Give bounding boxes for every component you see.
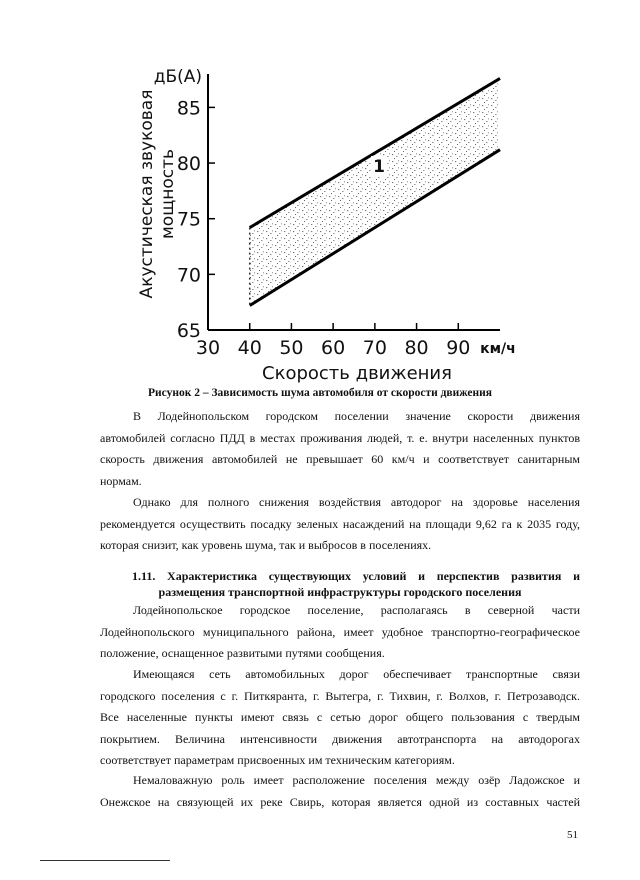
noise-speed-figure bbox=[130, 62, 516, 384]
band-label: 1 bbox=[373, 156, 385, 177]
paragraph-line: рекомендуется осуществить посадку зеленых насаждений на площади 9,62 га к 2035 году, bbox=[100, 516, 580, 531]
paragraph-line: Однако для полного снижения воздействия автодорог на здоровье населения bbox=[133, 495, 580, 509]
x-tick-label: 30 bbox=[195, 337, 221, 359]
paragraph-river-svir bbox=[100, 770, 580, 813]
paragraph-green-planting bbox=[100, 492, 580, 557]
paragraph-line: автомобилей согласно ПДД в местах проживания людей, т. е. внутри населенных пунктов bbox=[100, 430, 580, 445]
paragraph-line: Все населенные пункты имеют связь с сетью дорог общего пользования с твердым bbox=[100, 710, 580, 724]
paragraph-line: Лодейнопольское городское поселение, располагаясь в северной части bbox=[133, 603, 580, 617]
y-tick-label: 65 bbox=[176, 320, 201, 342]
paragraph-line: городского поселения с г. Питкяранта, г. Вытегра, г. Тихвин, г. Волхов, г. Петрозаводск. bbox=[100, 688, 580, 703]
y-tick-label: 70 bbox=[176, 264, 201, 287]
x-tick-label: 40 bbox=[237, 337, 262, 359]
paragraph-road-network bbox=[100, 664, 580, 772]
heading-line: 1.11. Характеристика существующих условий и перспектив развития и bbox=[132, 569, 580, 583]
section-heading bbox=[100, 568, 580, 600]
y-tick-label: 80 bbox=[176, 153, 201, 176]
y-tick-label: 75 bbox=[176, 208, 201, 231]
paragraph-line: нормам. bbox=[100, 473, 142, 488]
y-axis-title-line: мощность bbox=[158, 148, 178, 240]
x-tick-label: 80 bbox=[404, 337, 429, 359]
paragraph-line: покрытием. Величина интенсивности движения автотранспорта на автодорогах bbox=[100, 731, 580, 746]
paragraph-speed-limit bbox=[100, 406, 580, 492]
noise-band-fill bbox=[250, 78, 500, 305]
paragraph-line: Имеющаяся сеть автомобильных дорог обеспечивает транспортные связи bbox=[133, 667, 580, 681]
footnote-rule bbox=[40, 860, 170, 861]
x-unit-label: км/ч bbox=[480, 341, 516, 357]
paragraph-line: Онежское на связующей их реке Свирь, которая является одной из составных частей bbox=[100, 794, 580, 809]
x-tick-label: 90 bbox=[446, 337, 471, 359]
heading-line: размещения транспортной инфраструктуры городского поселения bbox=[158, 585, 522, 599]
y-tick-label: 85 bbox=[176, 97, 201, 120]
paragraph-location bbox=[100, 600, 580, 665]
paragraph-line: скорость движения автомобилей не превышает 60 км/ч и соответствует санитарным bbox=[100, 452, 580, 466]
paragraph-line: соответствует параметрам присвоенных им техническим категориям. bbox=[100, 753, 455, 767]
paragraph-line: Лодейнопольского муниципального района, имеет удобное транспортно-географическое bbox=[100, 624, 580, 639]
x-tick-label: 70 bbox=[362, 337, 387, 359]
figure-caption: Рисунок 2 – Зависимость шума автомобиля от скорости движения bbox=[147, 387, 493, 399]
x-tick-label: 50 bbox=[279, 337, 304, 359]
x-tick-label: 60 bbox=[321, 337, 346, 359]
y-unit-label: дБ(А) bbox=[153, 67, 202, 87]
paragraph-line: В Лодейнопольском городском поселении значение скорости движения bbox=[133, 409, 580, 423]
paragraph-line: которая снизит, как уровень шума, так и выбросов в поселениях. bbox=[100, 538, 432, 552]
noise-speed-chart bbox=[130, 62, 516, 384]
page-number: 51 bbox=[567, 829, 578, 841]
y-axis-title-line: Акустическая звуковая bbox=[137, 89, 157, 299]
paragraph-line: положение, оснащенное развитыми путями сообщения. bbox=[100, 646, 385, 660]
paragraph-line: Немаловажную роль имеет расположение поселения между озёр Ладожское и bbox=[133, 773, 580, 787]
x-axis-title: Скорость движения bbox=[262, 363, 452, 384]
